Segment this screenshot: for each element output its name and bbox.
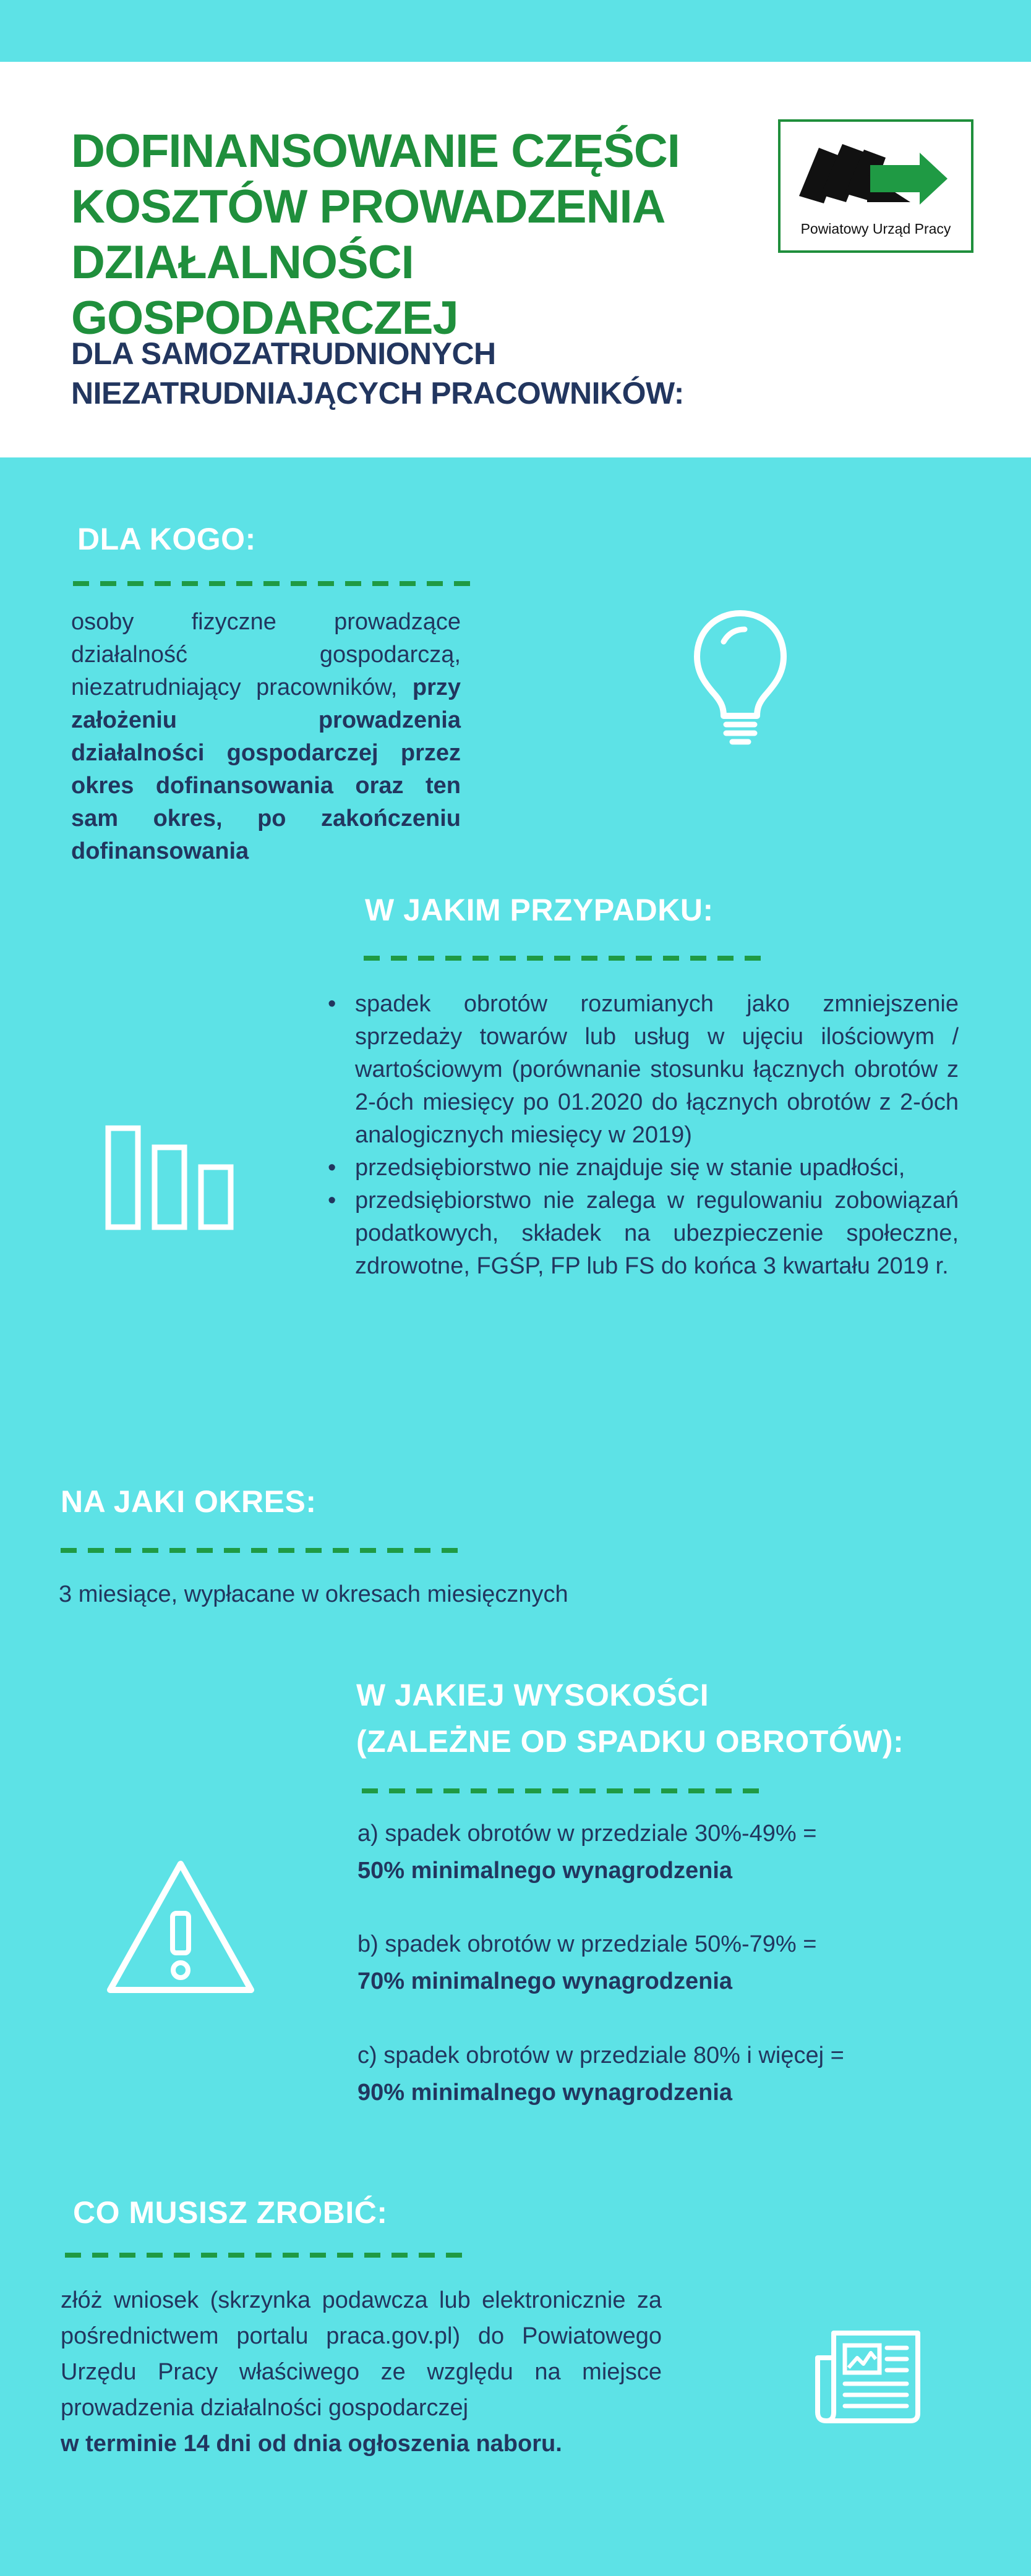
newspaper-icon [814, 2327, 922, 2426]
amount-item-a [357, 1815, 976, 1889]
section-title-co-musisz-zrobic: CO MUSISZ ZROBIĆ: [73, 2195, 388, 2230]
amount-item-b [357, 1926, 976, 2000]
amount-condition: b) spadek obrotów w przedziale 50%-79% = [357, 1931, 817, 1957]
section-title-na-jaki-okres: NA JAKI OKRES: [61, 1484, 317, 1519]
divider [61, 1548, 463, 1553]
warning-icon [105, 1858, 257, 1995]
logo-graphic [793, 134, 960, 215]
bar-chart-icon [105, 1125, 235, 1230]
amount-condition: c) spadek obrotów w przedziale 80% i więcej = [357, 2043, 844, 2068]
divider [73, 581, 475, 586]
co-musisz-zrobic-text [61, 2282, 662, 2462]
dla-kogo-text-normal: osoby fizyczne prowadzące działalność gospodarczą, niezatrudniający pracowników, [71, 609, 461, 700]
amount-value: 70% minimalnego wynagrodzenia [357, 1968, 733, 1994]
logo [778, 119, 973, 253]
okres-text: 3 miesiące, wypłacane w okresach miesięcznych [59, 1581, 568, 1607]
section-title-w-jakiej-wysokosci: W JAKIEJ WYSOKOŚCI (ZALEŻNE OD SPADKU OBROTÓW): [356, 1678, 904, 1759]
section-title-w-jakim-przypadku: W JAKIM PRZYPADKU: [365, 893, 714, 927]
list-item: • przedsiębiorstwo nie znajduje się w stanie upadłości, [327, 1152, 959, 1184]
deadline-text: w terminie 14 dni od dnia ogłoszenia naboru. [61, 2431, 562, 2457]
divider [362, 1788, 764, 1793]
page-title: DOFINANSOWANIE CZĘŚCI KOSZTÓW PROWADZENIA DZIAŁALNOŚCI GOSPODARCZEJ [71, 125, 680, 344]
conditions-list [327, 988, 959, 1283]
instruction-text: złóż wniosek (skrzynka podawcza lub elektronicznie za pośrednictwem portalu praca.gov.pl) do Powiatowego Urzędu Pracy właściwego ze względu na miejsce prowadzenia działalności gospodarczej [61, 2287, 662, 2421]
lightbulb-icon [688, 606, 793, 748]
list-item: • spadek obrotów rozumianych jako zmniejszenie sprzedaży towarów lub usług w ujęciu ilościowym / wartościowym (porównanie stosunku łącznych obrotów z 2-óch miesięcy po 01.2020 do łącznych obrotów z 2-óch analogicznych miesięcy w 2019) [327, 988, 959, 1152]
section-title-dla-kogo: DLA KOGO: [77, 522, 256, 556]
dla-kogo-text [71, 606, 461, 868]
dla-kogo-text-bold: przy założeniu prowadzenia działalności gospodarczej przez okres dofinansowania oraz ten sam okres, po zakończeniu dofinansowania [71, 674, 461, 864]
amount-item-c [357, 2037, 976, 2111]
page-subtitle: DLA SAMOZATRUDNIONYCH NIEZATRUDNIAJĄCYCH PRACOWNIKÓW: [71, 336, 684, 410]
logo-label: Powiatowy Urząd Pracy [800, 221, 951, 237]
divider [364, 956, 766, 961]
list-item: • przedsiębiorstwo nie zalega w regulowaniu zobowiązań podatkowych, składek na ubezpieczenie społeczne, zdrowotne, FGŚP, FP lub FS do końca 3 kwartału 2019 r. [327, 1184, 959, 1283]
amount-condition: a) spadek obrotów w przedziale 30%-49% = [357, 1821, 817, 1847]
amount-value: 50% minimalnego wynagrodzenia [357, 1858, 733, 1884]
amount-value: 90% minimalnego wynagrodzenia [357, 2080, 733, 2106]
divider [65, 2253, 467, 2258]
